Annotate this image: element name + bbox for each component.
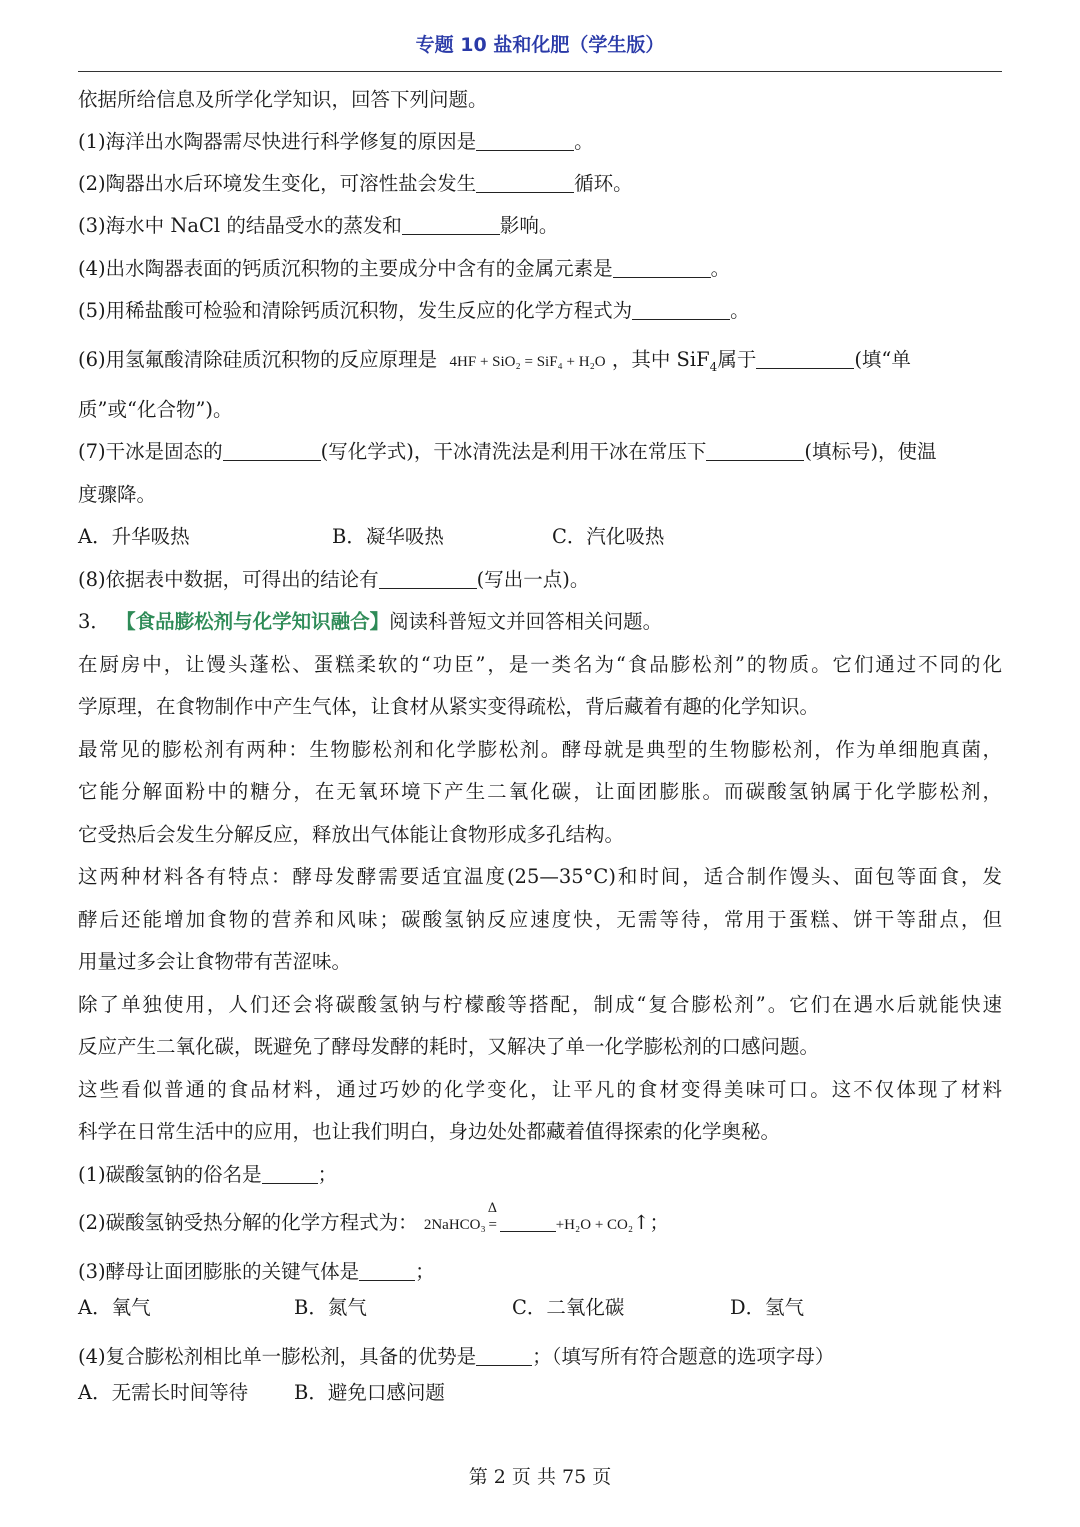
answer-blank[interactable] xyxy=(359,1262,415,1281)
para2-line: 它受热后会发生分解反应，释放出气体能让食物形成多孔结构。 xyxy=(78,823,625,846)
q2-sub4-end: 。 xyxy=(710,257,731,280)
q3-sub2-end: ； xyxy=(649,1211,669,1234)
q2-sub3 xyxy=(78,212,1002,240)
q2-sub5-text: (5)用稀盐酸可检验和清除钙质沉积物，发生反应的化学方程式为 xyxy=(78,299,633,322)
answer-blank[interactable] xyxy=(402,216,500,235)
q3-sub4-text: (4)复合膨松剂相比单一膨松剂，具备的优势是 xyxy=(78,1345,477,1368)
answer-blank[interactable] xyxy=(476,174,574,193)
q2-sub7-text: (7)干冰是固态的 xyxy=(78,440,223,463)
header-rule xyxy=(78,71,1002,72)
q3-sub2 xyxy=(78,1201,1002,1239)
gas-arrow-icon: ↑ xyxy=(633,1211,650,1234)
question-number: 3． xyxy=(78,610,110,633)
option-a[interactable]: A．无需长时间等待 xyxy=(78,1381,249,1404)
q3-sub4 xyxy=(78,1343,1002,1371)
option-b[interactable]: B．避免口感问题 xyxy=(294,1381,445,1404)
answer-blank[interactable] xyxy=(476,1347,532,1366)
q3-title xyxy=(78,608,1002,636)
q2-sub6-end: (填“单 xyxy=(854,348,911,371)
q2-sub5-end: 。 xyxy=(730,299,750,322)
q2-sub6-subscript: 4 xyxy=(709,359,718,374)
option-b[interactable]: B．氮气 xyxy=(294,1296,367,1319)
q3-sub1-end: ； xyxy=(317,1163,338,1186)
answer-blank[interactable] xyxy=(500,1213,556,1232)
answer-blank[interactable] xyxy=(476,132,574,151)
q2-sub7-end: (填标号)，使温 xyxy=(804,440,937,463)
q2-sub6-mid2: 属于 xyxy=(717,348,757,371)
answer-blank[interactable] xyxy=(706,442,804,461)
para5-line: 这些看似普通的食品材料，通过巧妙的化学变化，让平凡的食材变得美味可口。这不仅体现了材料 xyxy=(78,1078,1002,1101)
heat-symbol: Δ xyxy=(487,1201,498,1216)
q3-sub3 xyxy=(78,1258,1002,1286)
q2-sub4 xyxy=(78,255,1002,283)
q2-sub2-end: 循环。 xyxy=(574,172,633,195)
q3-sub1 xyxy=(78,1161,1002,1189)
answer-blank[interactable] xyxy=(262,1165,318,1184)
products: +H₂O + CO₂ xyxy=(555,1217,634,1233)
option-b[interactable]: B．凝华吸热 xyxy=(332,525,444,548)
q3-sub1-text: (1)碳酸氢钠的俗名是 xyxy=(78,1163,262,1186)
para4-line: 除了单独使用，人们还会将碳酸氢钠与柠檬酸等搭配，制成“复合膨松剂”。它们在遇水后就能快速 xyxy=(78,993,1002,1016)
option-d[interactable]: D．氢气 xyxy=(730,1296,805,1319)
para2-line: 最常见的膨松剂有两种：生物膨松剂和化学膨松剂。酵母就是典型的生物膨松剂，作为单细胞真菌， xyxy=(78,738,1002,761)
q2-sub8-end: (写出一点)。 xyxy=(476,568,590,591)
answer-blank[interactable] xyxy=(756,350,854,369)
q2-sub7-cont: 度骤降。 xyxy=(78,483,157,506)
q3-sub4-end: ；（填写所有符合题意的选项字母） xyxy=(532,1345,835,1368)
para3-line: 酵后还能增加食物的营养和风味；碳酸氢钠反应速度快，无需等待，常用于蛋糕、饼干等甜点，但 xyxy=(78,908,1002,931)
q3-sub3-end: ； xyxy=(415,1260,435,1283)
heat-equals: Δ = xyxy=(486,1209,500,1239)
q2-sub7-mid: (写化学式)，干冰清洗法是利用干冰在常压下 xyxy=(320,440,707,463)
option-c[interactable]: C．二氧化碳 xyxy=(512,1296,625,1319)
q2-sub2 xyxy=(78,170,1002,198)
para1-line: 学原理，在食物制作中产生气体，让食材从紧实变得疏松，背后藏着有趣的化学知识。 xyxy=(78,695,820,718)
option-a[interactable]: A．氧气 xyxy=(78,1296,151,1319)
answer-blank[interactable] xyxy=(632,301,730,320)
para3-line: 用量过多会让食物带有苦涩味。 xyxy=(78,950,352,973)
answer-blank[interactable] xyxy=(223,442,321,461)
page-header: 专题 10 盐和化肥（学生版） xyxy=(415,34,665,56)
intro-line: 依据所给信息及所学化学知识，回答下列问题。 xyxy=(78,88,488,111)
q2-sub6-mid: ，其中 SiF xyxy=(611,348,710,371)
q3-sub3-text: (3)酵母让面团膨胀的关键气体是 xyxy=(78,1260,360,1283)
answer-blank[interactable] xyxy=(613,259,711,278)
para3-line: 这两种材料各有特点：酵母发酵需要适宜温度(25—35°C)和时间，适合制作馒头、面包等面食，发 xyxy=(78,865,1002,888)
q2-sub1-end: 。 xyxy=(574,130,594,153)
option-c[interactable]: C．汽化吸热 xyxy=(552,525,665,548)
option-a[interactable]: A．升华吸热 xyxy=(78,525,190,548)
q2-sub8 xyxy=(78,566,1002,594)
q2-sub8-text: (8)依据表中数据，可得出的结论有 xyxy=(78,568,379,591)
para1-line: 在厨房中，让馒头蓬松、蛋糕柔软的“功臣”，是一类名为“食品膨松剂”的物质。它们通过不同的化 xyxy=(78,653,1002,676)
para2-line: 它能分解面粉中的糖分，在无氧环境下产生二氧化碳，让面团膨胀。而碳酸氢钠属于化学膨松剂， xyxy=(78,780,1002,803)
q2-sub1 xyxy=(78,128,1002,156)
topic-tag: 【食品膨松剂与化学知识融合】 xyxy=(116,610,390,633)
hf-sio2-equation: 4HF + SiO₂ = SiF₄ + H₂O xyxy=(449,354,606,370)
q2-sub6 xyxy=(78,346,1002,381)
nahco3-formula: 2NaHCO₃ xyxy=(423,1217,486,1233)
q2-sub6-text: (6)用氢氟酸清除硅质沉积物的反应原理是 xyxy=(78,348,438,371)
q3-sub2-text: (2)碳酸氢钠受热分解的化学方程式为： xyxy=(78,1211,418,1234)
para4-line: 反应产生二氧化碳，既避免了酵母发酵的耗时，又解决了单一化学膨松剂的口感问题。 xyxy=(78,1035,820,1058)
q3-title-text: 阅读科普短文并回答相关问题。 xyxy=(389,610,663,633)
q2-sub5 xyxy=(78,297,1002,325)
q2-sub1-text: (1)海洋出水陶器需尽快进行科学修复的原因是 xyxy=(78,130,477,153)
q2-sub6-cont: 质”或“化合物”)。 xyxy=(78,398,233,421)
q2-sub4-text: (4)出水陶器表面的钙质沉积物的主要成分中含有的金属元素是 xyxy=(78,257,613,280)
page-footer: 第 2 页 共 75 页 xyxy=(468,1466,612,1488)
para5-line: 科学在日常生活中的应用，也让我们明白，身边处处都藏着值得探索的化学奥秘。 xyxy=(78,1120,781,1143)
q2-sub7 xyxy=(78,438,1002,466)
q2-sub3-text: (3)海水中 NaCl 的结晶受水的蒸发和 xyxy=(78,214,402,237)
q2-sub3-end: 影响。 xyxy=(499,214,559,237)
answer-blank[interactable] xyxy=(379,570,477,589)
q2-sub2-text: (2)陶器出水后环境发生变化，可溶性盐会发生 xyxy=(78,172,477,195)
